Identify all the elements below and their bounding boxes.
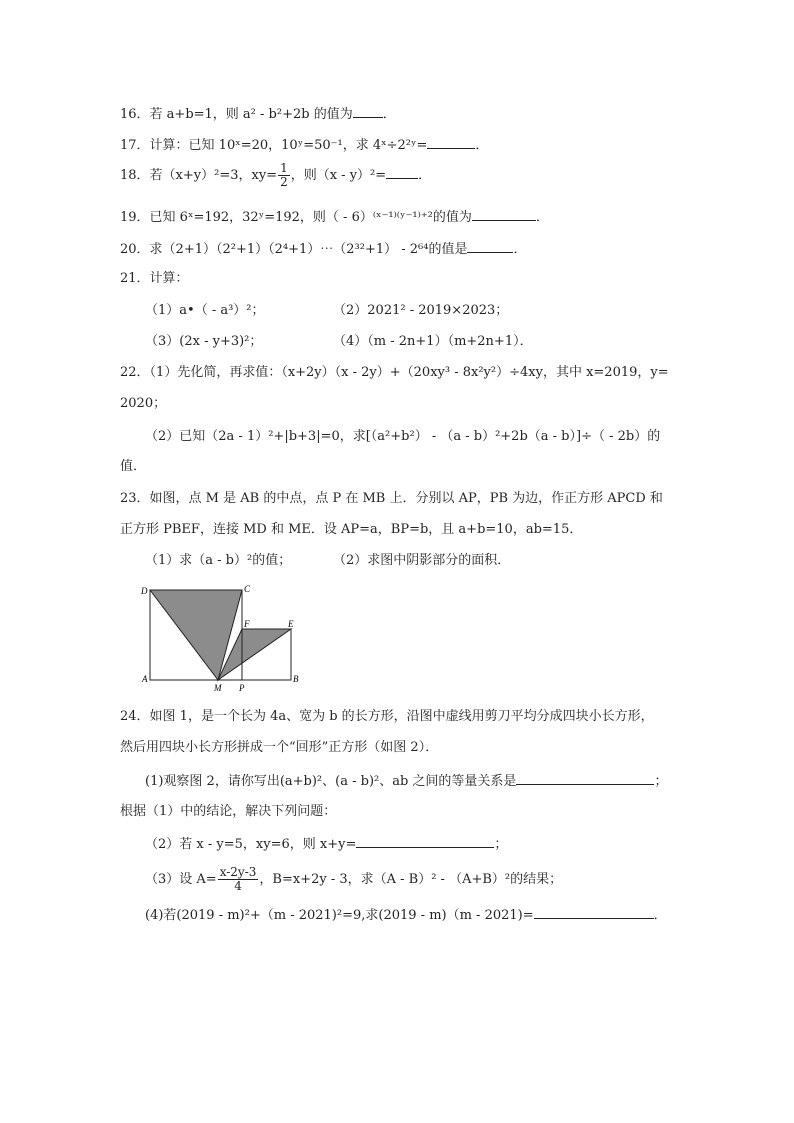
label-m: M xyxy=(214,683,222,693)
question-22-line-1: 22．（1）先化简，再求值：（x+2y）（x - 2y）+（20xy³ - 8x²y²）÷4xy，其中 x=2019，y= xyxy=(120,365,669,380)
question-21-part-2: （2）2021² - 2019×2023； xyxy=(333,303,509,318)
fraction-denominator: 2 xyxy=(280,175,288,189)
question-17: 17．计算：已知 10ˣ=20，10ʸ=50⁻¹，求 4ˣ÷2²ʸ= ． xyxy=(120,138,489,153)
question-24-part-2 xyxy=(145,835,507,854)
question-24-part-3-post: ，B=x+2y - 3，求（A - B）² - （A+B）²的结果； xyxy=(259,872,563,887)
fraction xyxy=(218,866,259,893)
answer-blank[interactable] xyxy=(467,240,513,253)
question-22-line-4: 值． xyxy=(120,459,147,474)
question-24-part-3-pre: （3）设 A= xyxy=(145,872,217,887)
geometry-figure xyxy=(138,580,308,695)
fraction xyxy=(278,162,290,189)
label-a: A xyxy=(142,674,148,684)
answer-blank[interactable] xyxy=(427,136,475,149)
question-17-text: 17．计算：已知 10ˣ=20，10ʸ=50⁻¹，求 4ˣ÷2²ʸ= xyxy=(120,138,428,153)
punctuation: ； xyxy=(654,774,668,789)
question-24-part-1-text: (1)观察图 2，请你写出(a+b)²、(a - b)²、ab 之间的等量关系是 xyxy=(145,774,517,789)
label-c: C xyxy=(244,584,251,594)
punctuation: ． xyxy=(653,908,667,923)
question-21-part-1: （1）a•（ - a³）²； xyxy=(145,303,265,318)
question-18: 18．若（x+y）²=3，xy= $\frac{1}{2}$ ，则（x - y）²= ． xyxy=(120,161,432,189)
question-21-title: 21．计算： xyxy=(120,271,189,286)
question-19: 19．已知 6ˣ=192，32ʸ=192，则（ - 6）⁽ˣ⁻¹⁾⁽ʸ⁻¹⁾⁺²的值为 ． xyxy=(120,210,549,225)
question-16: 16．若 a+b=1，则 a² - b²+2b 的值为 ． xyxy=(120,107,396,122)
answer-blank[interactable] xyxy=(516,772,654,785)
fraction-numerator: x-2y-3 xyxy=(219,865,257,879)
label-p: P xyxy=(239,683,245,693)
question-20-text: 20．求（2+1）（2²+1）（2⁴+1）⋯（2³²+1） - 2⁶⁴的值是 xyxy=(120,242,468,257)
question-23-part-2: （2）求图中阴影部分的面积． xyxy=(333,553,511,568)
answer-blank[interactable] xyxy=(472,208,536,221)
question-16-text: 16．若 a+b=1，则 a² - b²+2b 的值为 xyxy=(120,107,353,122)
question-22-line-2: 2020； xyxy=(120,396,167,411)
question-18-pre: 18．若（x+y）²=3，xy= xyxy=(120,168,278,183)
label-f: F xyxy=(244,619,250,629)
question-23-line-2: 正方形 PBEF，连接 MD 和 ME．设 AP=a，BP=b，且 a+b=10，ab=15． xyxy=(120,522,583,537)
question-24-part-3 xyxy=(145,866,562,893)
fraction-denominator: 4 xyxy=(234,879,242,893)
question-23-part-1: （1）求（a - b）²的值； xyxy=(145,553,292,568)
question-24-part-1 xyxy=(145,772,667,791)
fraction-numerator: 1 xyxy=(280,161,288,175)
answer-blank[interactable] xyxy=(356,835,494,848)
question-24-part-2-text: （2）若 x - y=5，xy=6，则 x+y= xyxy=(145,837,357,852)
question-21-part-4: （4）（m - 2n+1）（m+2n+1）． xyxy=(333,334,533,349)
question-23-line-1: 23．如图，点 M 是 AB 的中点，点 P 在 MB 上．分别以 AP，PB 为边，作正方形 APCD 和 xyxy=(120,491,663,506)
question-24-line-1: 24．如图 1，是一个长为 4a、宽为 b 的长方形，沿图中虚线用剪刀平均分成四块小长方形， xyxy=(120,709,654,724)
answer-blank[interactable] xyxy=(353,105,383,118)
question-24-intro: 根据（1）中的结论，解决下列问题： xyxy=(120,804,337,819)
question-24-line-2: 然后用四块小长方形拼成一个“回形”正方形（如图 2）． xyxy=(120,740,439,755)
question-18-post: ，则（x - y）²= xyxy=(290,168,387,183)
question-22-line-3: （2）已知（2a - 1）²+|b+3|=0，求[（a²+b²） - （a - b）²+2b（a - b）]÷（ - 2b）的 xyxy=(145,429,661,444)
question-20: 20．求（2+1）（2²+1）（2⁴+1）⋯（2³²+1） - 2⁶⁴的值是 ． xyxy=(120,242,527,257)
answer-blank[interactable] xyxy=(386,166,418,179)
question-24-part-4 xyxy=(145,906,667,925)
answer-blank[interactable] xyxy=(534,906,654,919)
question-19-text: 19．已知 6ˣ=192，32ʸ=192，则（ - 6）⁽ˣ⁻¹⁾⁽ʸ⁻¹⁾⁺²的值为 xyxy=(120,210,472,225)
label-e: E xyxy=(288,619,294,629)
label-d: D xyxy=(141,586,148,596)
punctuation: ； xyxy=(494,837,508,852)
label-b: B xyxy=(293,674,299,684)
question-21-part-3: （3）(2x - y+3)²； xyxy=(145,334,263,349)
question-24-part-4-text: (4)若(2019 - m)²+（m - 2021)²=9,求(2019 - m)（m - 2021)= xyxy=(145,908,534,923)
